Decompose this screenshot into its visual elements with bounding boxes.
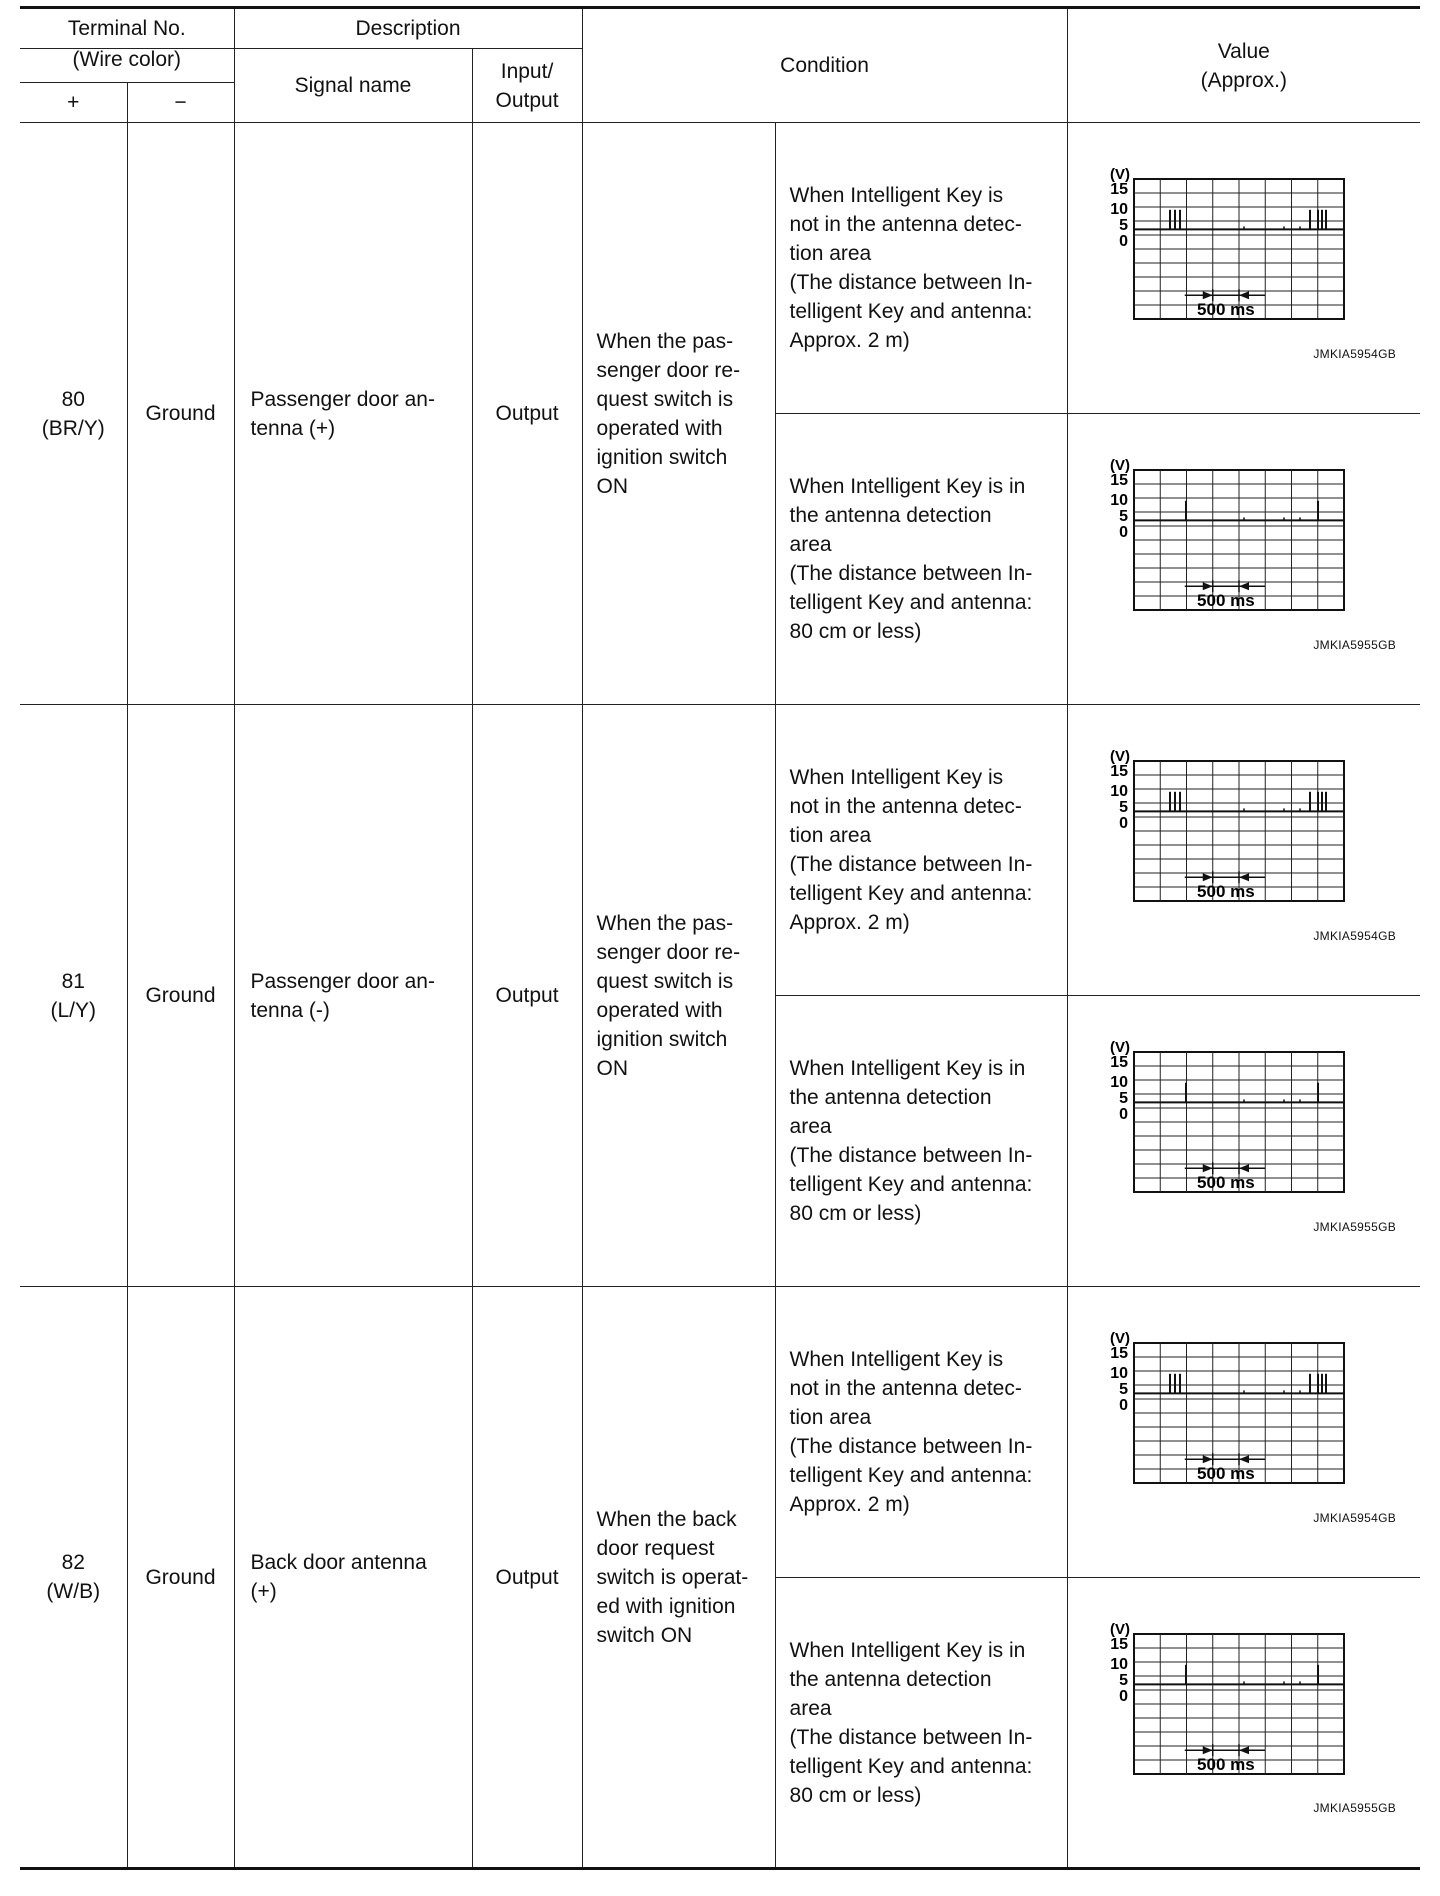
condition-line: When Intelligent Key is (789, 184, 1004, 207)
plus-header: + (20, 83, 127, 123)
y-tick-label: 0 (1118, 233, 1128, 250)
condition-line: telligent Key and antenna: (789, 882, 1033, 905)
condition-line: Approx. 2 m) (789, 1493, 910, 1516)
y-tick-label: 5 (1118, 799, 1128, 816)
y-tick-label: 10 (1109, 1656, 1128, 1673)
condition-sub (775, 996, 1067, 1287)
time-scale-label: 500 ms (1196, 1755, 1255, 1775)
condition-line: When the pas- (596, 911, 734, 935)
oscilloscope-waveform (1102, 458, 1362, 618)
condition-main (582, 1287, 775, 1869)
condition-line: 80 cm or less) (789, 1202, 922, 1225)
oscilloscope-waveform (1102, 749, 1362, 909)
condition-main (582, 705, 775, 1287)
minus-terminal: Ground (127, 1287, 234, 1869)
minus-header: − (127, 83, 234, 123)
condition-line: ignition switch (596, 1027, 728, 1051)
y-tick-label: 5 (1118, 1090, 1128, 1107)
condition-line: switch is operat- (596, 1565, 749, 1589)
y-tick-label: 0 (1118, 815, 1128, 832)
condition-line: not in the antenna detec- (789, 795, 1022, 818)
y-tick-label: 10 (1109, 201, 1128, 218)
terminal-number: 82 (61, 1551, 85, 1574)
condition-sub (775, 1578, 1067, 1869)
condition-line: ON (596, 474, 629, 498)
condition-main (582, 123, 775, 705)
waveform-cell (1067, 996, 1420, 1287)
minus-terminal: Ground (127, 705, 234, 1287)
waveform-cell (1067, 1578, 1420, 1869)
condition-line: the antenna detection (789, 1086, 992, 1109)
condition-line: ignition switch (596, 445, 728, 469)
oscilloscope-waveform (1102, 1331, 1362, 1491)
condition-line: area (789, 533, 832, 556)
y-tick-label: 0 (1118, 1106, 1128, 1123)
condition-line: tion area (789, 824, 872, 847)
y-tick-label: 15 (1109, 1345, 1128, 1362)
y-tick-label: 15 (1109, 1636, 1128, 1653)
input-output: Output (472, 1287, 582, 1869)
condition-header: Condition (582, 8, 1067, 123)
figure-code: JMKIA5955GB (1313, 638, 1397, 652)
signal-name: Passenger door an- tenna (-) (234, 705, 472, 1287)
condition-line: operated with (596, 998, 723, 1022)
wire-color: (W/B) (46, 1580, 101, 1603)
terminal-cell (20, 1287, 127, 1869)
y-tick-label: 5 (1118, 1381, 1128, 1398)
signal-name: Passenger door an- tenna (+) (234, 123, 472, 705)
condition-line: When the pas- (596, 329, 734, 353)
condition-line: When Intelligent Key is in (789, 1638, 1026, 1662)
terminal-cell (20, 705, 127, 1287)
value-header: Value (Approx.) (1067, 8, 1420, 123)
condition-line: the antenna detection (789, 1667, 992, 1691)
terminal-row (20, 1287, 1420, 1578)
wire-color: (BR/Y) (41, 416, 105, 440)
condition-line: the antenna detection (789, 504, 992, 527)
y-tick-label: 15 (1109, 181, 1128, 198)
condition-line: area (789, 1115, 832, 1138)
condition-sub (775, 414, 1067, 705)
condition-line: When Intelligent Key is (789, 766, 1004, 789)
y-unit-label: (V) (1109, 1040, 1130, 1056)
y-tick-label: 0 (1118, 524, 1128, 541)
waveform-cell (1067, 123, 1420, 414)
input-output: Output (472, 705, 582, 1287)
oscilloscope-waveform (1102, 1622, 1362, 1782)
y-unit-label: (V) (1109, 1622, 1130, 1638)
terminal-number: 81 (61, 969, 85, 993)
condition-line: ON (596, 1056, 629, 1080)
condition-line: ed with ignition (596, 1594, 736, 1618)
condition-line: telligent Key and antenna: (789, 300, 1033, 323)
condition-line: switch ON (596, 1623, 693, 1647)
signal-name: Back door antenna (+) (234, 1287, 472, 1869)
condition-line: telligent Key and antenna: (789, 591, 1033, 614)
condition-line: (The distance between In- (789, 1144, 1033, 1167)
y-tick-label: 10 (1109, 1074, 1128, 1091)
y-tick-label: 10 (1109, 492, 1128, 509)
condition-line: telligent Key and antenna: (789, 1173, 1033, 1196)
terminal-row (20, 123, 1420, 414)
y-unit-label: (V) (1109, 749, 1130, 765)
condition-line: tion area (789, 242, 872, 265)
y-unit-label: (V) (1109, 1331, 1130, 1347)
condition-line: (The distance between In- (789, 562, 1033, 585)
figure-code: JMKIA5954GB (1313, 1511, 1397, 1525)
condition-line: senger door re- (596, 940, 741, 964)
minus-terminal: Ground (127, 123, 234, 705)
terminal-spec-table (20, 6, 1420, 1870)
input-output: Output (472, 123, 582, 705)
terminal-number: 80 (61, 387, 85, 411)
waveform-cell (1067, 414, 1420, 705)
figure-code: JMKIA5955GB (1313, 1801, 1397, 1815)
condition-line: tion area (789, 1406, 872, 1429)
figure-code: JMKIA5955GB (1313, 1220, 1397, 1234)
condition-line: When Intelligent Key is in (789, 475, 1026, 498)
condition-line: When Intelligent Key is (789, 1348, 1004, 1371)
oscilloscope-waveform (1102, 1040, 1362, 1200)
y-tick-label: 5 (1118, 1672, 1128, 1689)
terminal-header: Terminal No. (20, 8, 234, 49)
condition-line: senger door re- (596, 358, 741, 382)
condition-line: telligent Key and antenna: (789, 1464, 1033, 1487)
condition-line: door request (596, 1536, 715, 1560)
condition-line: (The distance between In- (789, 1725, 1033, 1749)
y-tick-label: 5 (1118, 217, 1128, 234)
y-tick-label: 10 (1109, 783, 1128, 800)
y-tick-label: 5 (1118, 508, 1128, 525)
time-scale-label: 500 ms (1196, 1464, 1255, 1484)
condition-line: telligent Key and antenna: (789, 1754, 1033, 1778)
condition-line: quest switch is (596, 387, 734, 411)
y-unit-label: (V) (1109, 458, 1130, 474)
time-scale-label: 500 ms (1196, 591, 1255, 611)
condition-line: not in the antenna detec- (789, 213, 1022, 236)
time-scale-label: 500 ms (1196, 300, 1255, 320)
waveform-cell (1067, 705, 1420, 996)
condition-line: area (789, 1696, 832, 1720)
condition-line: 80 cm or less) (789, 1783, 922, 1807)
condition-line: not in the antenna detec- (789, 1377, 1022, 1400)
terminal-row (20, 705, 1420, 996)
waveform-cell (1067, 1287, 1420, 1578)
signal-name-header: Signal name (234, 49, 472, 123)
condition-line: 80 cm or less) (789, 620, 922, 643)
input-output-header: Input/ Output (472, 49, 582, 123)
figure-code: JMKIA5954GB (1313, 347, 1397, 361)
wire-color: (L/Y) (50, 998, 96, 1022)
y-tick-label: 10 (1109, 1365, 1128, 1382)
time-scale-label: 500 ms (1196, 882, 1255, 902)
terminal-cell (20, 123, 127, 705)
condition-line: Approx. 2 m) (789, 911, 910, 934)
condition-line: (The distance between In- (789, 1435, 1033, 1458)
condition-sub (775, 705, 1067, 996)
figure-code: JMKIA5954GB (1313, 929, 1397, 943)
condition-line: Approx. 2 m) (789, 329, 910, 352)
y-tick-label: 15 (1109, 472, 1128, 489)
condition-sub (775, 123, 1067, 414)
condition-line: (The distance between In- (789, 271, 1033, 294)
description-header: Description (234, 8, 582, 49)
y-tick-label: 0 (1118, 1397, 1128, 1414)
condition-line: operated with (596, 416, 723, 440)
y-tick-label: 15 (1109, 1054, 1128, 1071)
oscilloscope-waveform (1102, 167, 1362, 327)
condition-line: quest switch is (596, 969, 734, 993)
condition-line: When the back (596, 1507, 737, 1531)
condition-line: When Intelligent Key is in (789, 1057, 1026, 1080)
y-tick-label: 0 (1118, 1688, 1128, 1705)
wire-color-header: (Wire color) (20, 49, 234, 83)
condition-sub (775, 1287, 1067, 1578)
time-scale-label: 500 ms (1196, 1173, 1255, 1193)
y-unit-label: (V) (1109, 167, 1130, 183)
condition-line: (The distance between In- (789, 853, 1033, 876)
y-tick-label: 15 (1109, 763, 1128, 780)
